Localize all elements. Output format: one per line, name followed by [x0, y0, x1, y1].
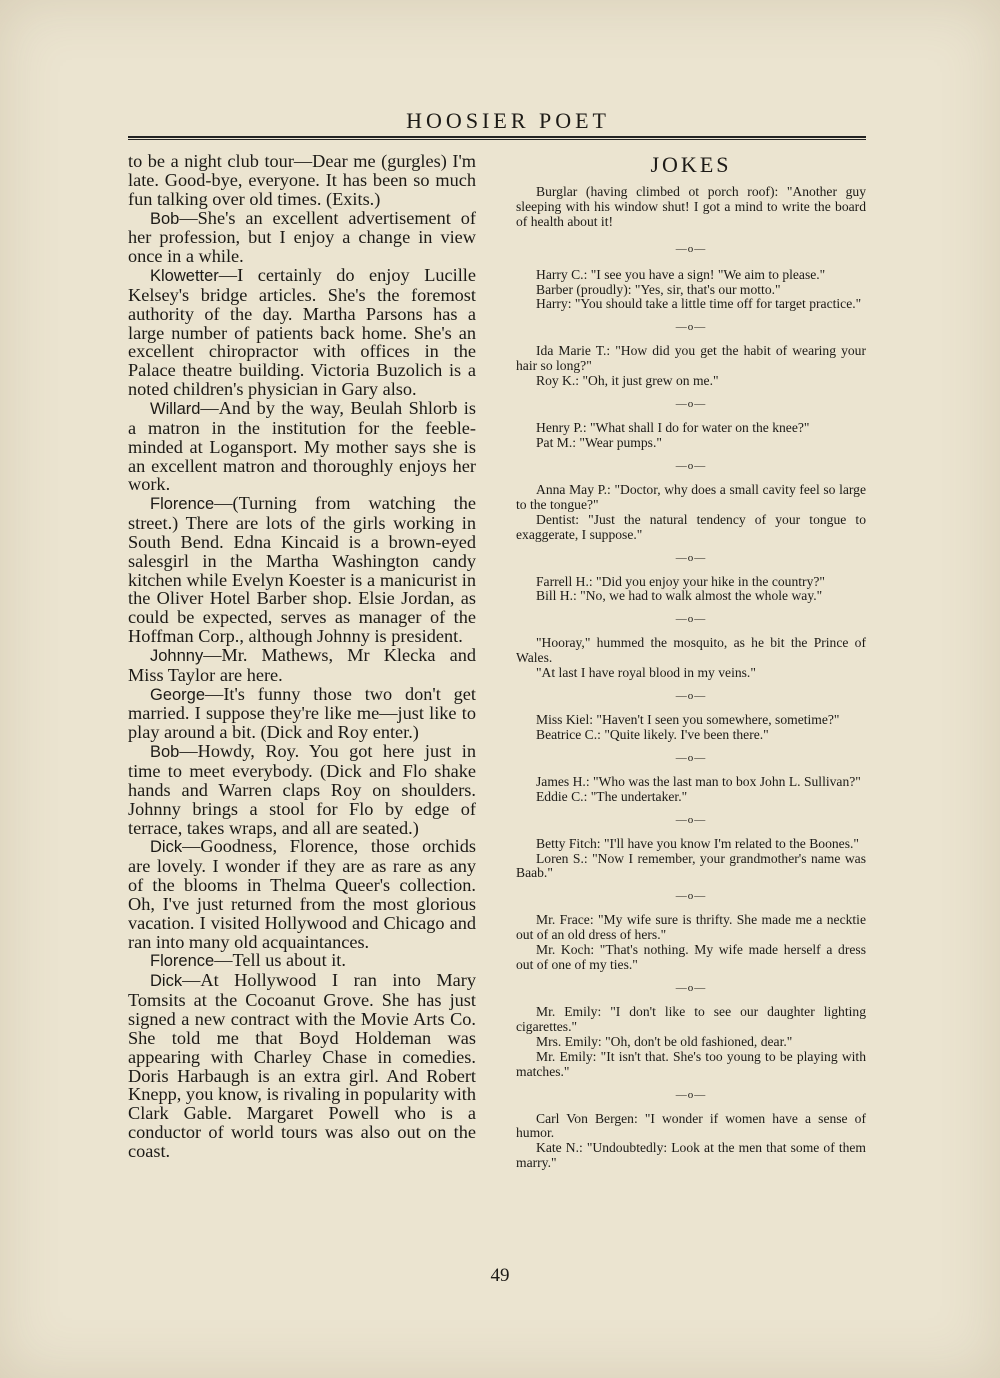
joke-item [516, 483, 866, 543]
speaker-name: Willard [150, 399, 201, 418]
joke-line: "Hooray," hummed the mosquito, as he bit the Prince of Wales. [516, 635, 866, 666]
joke-line: Roy K.: "Oh, it just grew on me." [536, 373, 719, 389]
speaker-name: Bob [150, 743, 180, 762]
dialogue-text: —(Turning from watching the street.) There are lots of the girls working in South Bend. Edna Kincaid is a brown-eyed salesgirl in the Martha Washington candy kitchen while Evelyn Koester is a manicurist in the Oliver Hotel Barber shop. Elsie Jordan, as could be expected, serves as manager of the Hoffman Corp., although Johnny is president. [128, 493, 476, 647]
jokes-column [516, 152, 866, 1171]
joke-line: Beatrice C.: "Quite likely. I've been there." [536, 726, 769, 742]
jokes-title: JOKES [650, 152, 732, 177]
joke-item [516, 837, 866, 882]
joke-line: Mr. Emily: "It isn't that. She's too young to be playing with matches." [516, 1048, 866, 1079]
script-paragraph [128, 399, 476, 494]
joke-line: Bill H.: "No, we had to walk almost the whole way." [536, 588, 823, 604]
joke-line: Harry: "You should take a little time off for target practice." [536, 296, 862, 312]
joke-line: Harry C.: "I see you have a sign! "We aim to please." [536, 266, 826, 282]
dialogue-text: —And by the way, Beulah Shlorb is a matron in the institution for the feeble-minded at Logansport. My mother says she is an excellent matron and thoroughly enjoys her work. [128, 397, 476, 495]
joke-item [516, 1005, 866, 1080]
joke-line: Carl Von Bergen: "I wonder if women have a sense of humor. [516, 1110, 866, 1141]
script-paragraph [128, 209, 476, 267]
speaker-name: Dick [150, 972, 183, 991]
joke-item [516, 775, 866, 805]
joke-line: Eddie C.: "The undertaker." [536, 788, 688, 804]
joke-separator: —o— [675, 242, 707, 255]
joke-separator: —o— [675, 1088, 707, 1101]
speaker-name: George [150, 685, 206, 704]
dialogue-text: —At Hollywood I ran into Mary Tomsits at the Cocoanut Grove. She has just signed a new contract with the Movie Arts Co. She told me that Boyd Holdeman was appearing with Charley Chase in comedies. Doris Harbaugh is an extra girl. And Robert Knepp, you know, is rivaling in popularity with Clark Gable. Margaret Powell who is a conductor of world tours was also out on the coast. [128, 970, 476, 1161]
speaker-name: Bob [150, 209, 180, 228]
joke-line: Barber (proudly): "Yes, sir, that's our motto." [536, 281, 781, 297]
joke-separator: —o— [675, 321, 707, 334]
joke-item [516, 421, 866, 451]
script-paragraph [128, 266, 476, 399]
script-paragraph [128, 951, 476, 971]
joke-separator: —o— [675, 613, 707, 626]
jokes-list [516, 185, 866, 1171]
joke-line: Anna May P.: "Doctor, why does a small cavity feel so large to the tongue?" [516, 481, 866, 512]
script-paragraph [128, 971, 476, 1160]
joke-separator: —o— [675, 551, 707, 564]
joke-line: Burglar (having climbed ot porch roof): "Another guy sleeping with his window shut! I got a mind to write the board of health about it! [516, 183, 866, 229]
joke-separator: —o— [675, 982, 707, 994]
page-number: 49 [490, 1265, 510, 1286]
joke-item [516, 344, 866, 389]
dialogue-text: —Goodness, Florence, those orchids are lovely. I wonder if they are as rare as any of the blooms in Thelma Queer's collection. Oh, I've just returned from the most glorious vacation. I visited Hollywood and Chicago and ran into many old acquaintances. [128, 836, 476, 952]
joke-line: Henry P.: "What shall I do for water on the knee?" [536, 420, 810, 436]
speaker-name: Johnny [150, 646, 204, 665]
joke-separator: —o— [675, 459, 707, 472]
script-paragraph [128, 685, 476, 743]
script-paragraph [128, 494, 476, 646]
speaker-name: Klowetter [150, 267, 219, 286]
joke-separator: —o— [675, 813, 707, 826]
dialogue-text: —Mr. Mathews, Mr Klecka and Miss Taylor are here. [128, 644, 476, 685]
joke-line: Mr. Emily: "I don't like to see our daughter lighting cigarettes." [516, 1004, 866, 1034]
script-paragraph [128, 837, 476, 951]
joke-item [516, 713, 866, 743]
joke-line: Mrs. Emily: "Oh, don't be old fashioned, dear." [536, 1033, 793, 1049]
joke-item [516, 575, 866, 605]
speaker-name: Florence [150, 952, 215, 971]
joke-separator: —o— [675, 751, 707, 764]
speaker-name: Florence [150, 495, 215, 514]
joke-line: Dentist: "Just the natural tendency of your tongue to exaggerate, I suppose." [516, 511, 866, 542]
joke-separator: —o— [675, 890, 707, 903]
joke-separator: —o— [675, 690, 707, 703]
dialogue-text: —She's an excellent advertisement of her profession, but I enjoy a change in view once in a while. [128, 207, 476, 267]
joke-line: Ida Marie T.: "How did you get the habit of wearing your hair so long?" [516, 343, 866, 374]
play-script-column [128, 152, 476, 1161]
dialogue-text: —It's funny those two don't get married. I suppose they're like me—just like to play around a bit. (Dick and Roy enter.) [128, 683, 476, 743]
joke-line: Farrell H.: "Did you enjoy your hike in the country?" [536, 573, 825, 589]
joke-separator: —o— [675, 398, 707, 411]
dialogue-text: —Tell us about it. [214, 950, 346, 971]
speaker-name: Dick [150, 838, 183, 857]
header-rule [128, 136, 866, 140]
joke-item [516, 636, 866, 681]
joke-line: Betty Fitch: "I'll have you know I'm related to the Boones." [536, 835, 859, 851]
joke-line: Kate N.: "Undoubtedly: Look at the men that some of them marry." [516, 1140, 866, 1171]
joke-line: "At last I have royal blood in my veins." [536, 665, 756, 681]
joke-line: Loren S.: "Now I remember, your grandmother's name was Baab." [516, 850, 866, 881]
script-paragraph [128, 742, 476, 837]
dialogue-text: to be a night club tour—Dear me (gurgles) I'm late. Good-bye, everyone. It has been so much fun talking over old times. (Exits.) [128, 151, 476, 209]
joke-item [516, 1112, 866, 1172]
joke-line: Mr. Koch: "That's nothing. My wife made herself a dress out of one of my ties." [516, 942, 866, 973]
running-header: HOOSIER POET [406, 108, 610, 133]
joke-line: James H.: "Who was the last man to box John L. Sullivan?" [536, 773, 861, 789]
dialogue-text: —Howdy, Roy. You got here just in time to meet everybody. (Dick and Flo shake hands and Warren claps Roy on shoulders. Johnny brings a stool for Flo by edge of terrace, takes wraps, and all are seated.) [128, 741, 476, 838]
script-paragraph [128, 152, 476, 209]
joke-line: Pat M.: "Wear pumps." [536, 434, 662, 450]
joke-item [516, 913, 866, 973]
joke-line: Miss Kiel: "Haven't I seen you somewhere, sometime?" [536, 712, 840, 728]
joke-line: Mr. Frace: "My wife sure is thrifty. She made me a necktie out of an old dress of hers." [516, 912, 866, 943]
dialogue-text: —I certainly do enjoy Lucille Kelsey's bridge articles. She's the foremost authority of the day. Martha Parsons has a large number of patients back home. She's an excellent chiropractor with offices in the Palace theatre building. Victoria Buzolich is a noted children's physician in Gary also. [128, 265, 476, 400]
script-paragraph [128, 646, 476, 685]
joke-item [516, 185, 866, 230]
joke-item [516, 268, 866, 313]
